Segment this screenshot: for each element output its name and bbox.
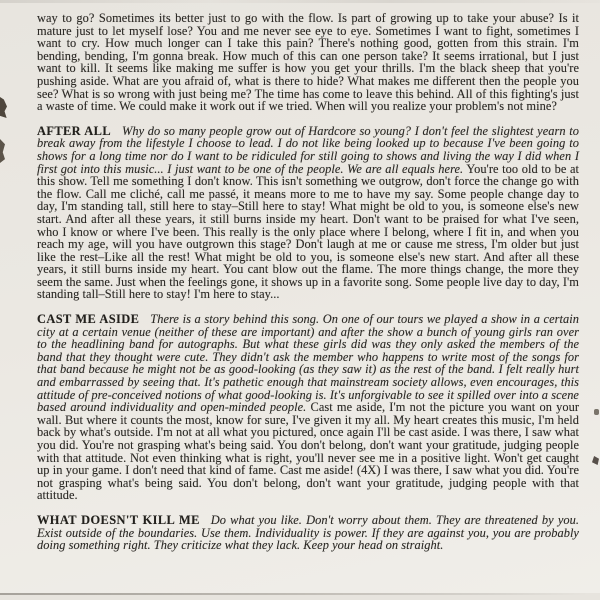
scan-speck-right-lower — [592, 456, 599, 465]
cast-me-aside-commentary: There is a story behind this song. On one of our tours we played a show in a certain city at a certain venue (neither of these are important) and after the show a bunch of young girls ran over to the headlining band for autographs. But what these girls did was they only asked the members of the band that they thought were cute. They didn't ask the member who happens to write most of the songs for that band because he might not be as good-looking (as they saw it) as the rest of the band. I felt really hurt and embarrassed by seeing that. It's pathetic enough that mainstream society allows, even encourages, this attitude of pre-conceived notions of what good-looking is. It's unforgivable to see it spilled over into a scene based around individuality and open-minded people. — [37, 312, 579, 415]
scan-speck-right-upper — [594, 409, 599, 415]
song-title-cast-me-aside: CAST ME ASIDE — [37, 312, 140, 327]
song-title-after-all: AFTER ALL — [37, 123, 111, 138]
after-all-commentary: Why do so many people grow out of Hardcore so young? I don't feel the slightest yearn to break away from the lifestyle I choose to lead. I do not like being looked up to because I've been going to shows for a long time nor do I want to be ridiculed for still going to shows and living the way I did when I first got into this music... I just want to be one of the people. We are all equals here. — [37, 123, 579, 176]
continuation-paragraph — [37, 12, 579, 113]
lyrics-text-block — [37, 12, 579, 564]
scan-smudge-left-bottom — [0, 139, 5, 163]
scan-edge-bottom — [0, 593, 600, 600]
section-after-all — [37, 125, 579, 301]
section-what-doesnt-kill-me — [37, 514, 579, 552]
what-doesnt-kill-me-commentary: Do what you like. Don't worry about them. They are threatened by you. Exist outside of the boundaries. Use them. Individuality is power. If they are against you, you are probably doing something right. They criticize what they lack. Keep your head on straight. — [37, 512, 580, 553]
scan-edge-top — [0, 0, 600, 3]
song-title-what-doesnt-kill-me: WHAT DOESN'T KILL ME — [37, 512, 200, 527]
cast-me-aside-lyrics: Cast me aside, I'm not the picture you want on your wall. But where it counts the most, know for sure, I've given it my all. My heart creates this music, I'm held back by what's outside. I'm not at all what you pictured, once again I'll be cast aside. I was there, I saw what you did. You're not grasping what's being said. You don't belong, don't want your gratitude, judging people with that attitude. Not even thinking what is right, you'll never see me in a positive light. Won't get caught up in your game. I don't need that kind of fame. Cast me aside! (4X) I was there, I saw what you did. You're not grasping what's being said. You don't belong, don't want your gratitude, judging people with that attitude. — [37, 400, 580, 503]
section-cast-me-aside — [37, 313, 579, 502]
after-all-lyrics: You're too old to be at this show. Tell me something I don't know. This isn't something we outgrow, don't force the change go with the flow. Call me cliché, call me passé, it means more to me to have my say. Some people change day to day, I'm standing tall, still here to stay–Still here to stay! What might be old to you, is someone else's new start. And after all these years, it still burns inside my heart. Don't want to be praised for what I've seen, who I know or where I've been. This really is the only place where I belong, where I fit in, and when you reach my age, will you have outgrown this stage? Don't laugh at me or cause me stress, I'm older but just like the rest–Like all the rest! What might be old to you, is someone else's new start. And after all these years, it still burns inside my heart. You cant blow out the flame. The more things change, the more they seem the same. Just when the feelings gone, it shows up in a favorite song. Some people live day to day, I'm standing tall–Still here to stay! I'm here to stay... — [37, 161, 579, 302]
scan-smudge-left-top — [0, 97, 7, 118]
continuation-lyrics-text: way to go? Sometimes its better just to go with the flow. Is part of growing up to take your abuse? Is it mature just to let myself lose? You and me never see eye to eye. Sometimes I want to fight, sometimes I want to cry. How much longer can I take this pain? There's nothing good, gotten from this strain. I'm bending, bending, I'm gonna break. How much of this can one person take? It seems irrational, but I just want to kill. It seems like making me suffer is how you get your thrills. I'm the black sheep that you're pushing aside. What are you afraid of, what is there to hide? What makes me different then the people you see? What is so wrong with just being me? The time has come to leave this behind. All of this fighting's just a waste of time. We could make it work out if we tried. When will you realize your problem's not mine? — [37, 11, 579, 114]
